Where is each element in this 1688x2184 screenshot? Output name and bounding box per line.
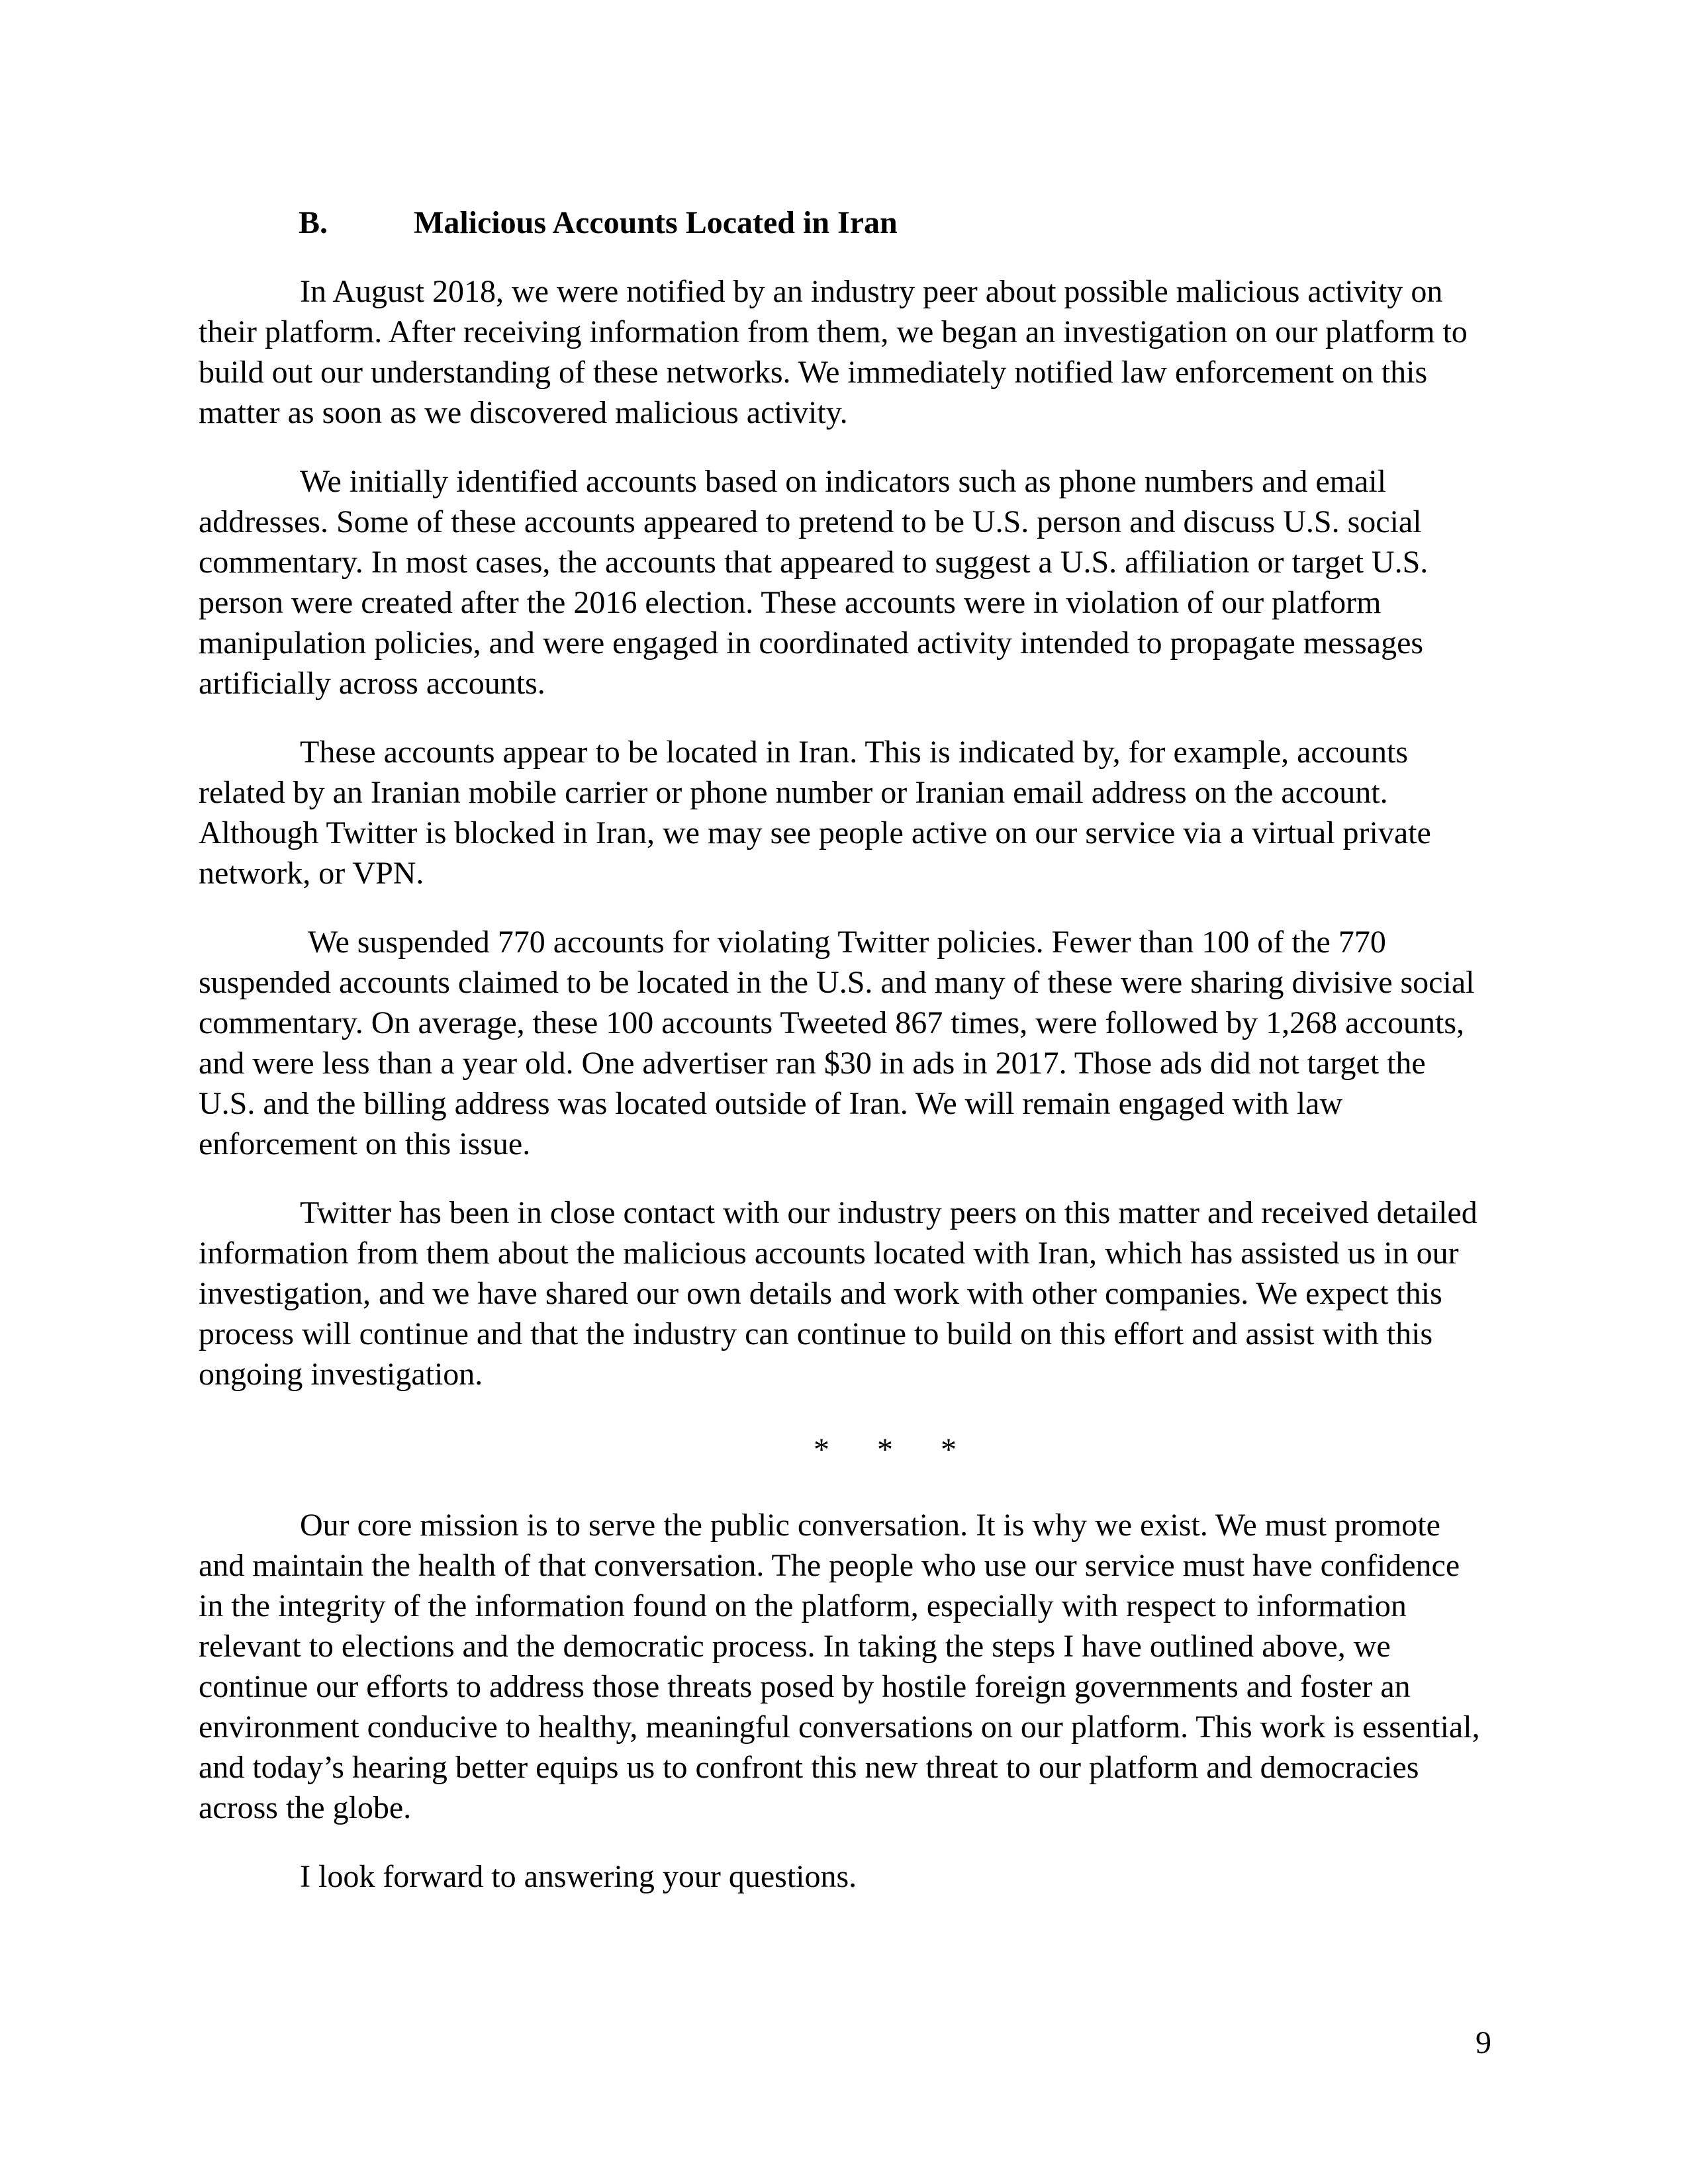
document-content xyxy=(199,203,1489,1897)
body-paragraph: I look forward to answering your questions. xyxy=(300,1859,857,1894)
section-heading xyxy=(199,203,1489,243)
asterisk-symbol: * xyxy=(877,1432,893,1467)
body-paragraph: In August 2018, we were notified by an industry peer about possible malicious activity on their platform. After receiving information from them, we began an investigation on our platform to build out our understanding of these networks. We immediately notified law enforcement on this matter as soon as we discovered malicious activity. xyxy=(199,274,1468,430)
body-paragraph: Twitter has been in close contact with our industry peers on this matter and received detailed information from them about the malicious accounts located with Iran, which has assisted us in our investigation, and we have shared our own details and work with other companies. We expect this process will continue and that the industry can continue to build on this effort and assist with this ongoing investigation. xyxy=(199,1195,1477,1392)
section-break-separator xyxy=(240,1430,1530,1470)
asterisk-symbol: * xyxy=(814,1432,829,1467)
section-heading-label: B. xyxy=(299,205,328,240)
section-heading-title: Malicious Accounts Located in Iran xyxy=(414,205,898,240)
body-paragraph: We suspended 770 accounts for violating Twitter policies. Fewer than 100 of the 770 suspended accounts claimed to be located in the U.S. and many of these were sharing divisive social commentary. On average, these 100 accounts Tweeted 867 times, were followed by 1,268 accounts, and were less than a year old. One advertiser ran $30 in ads in 2017. Those ads did not target the U.S. and the billing address was located outside of Iran. We will remain engaged with law enforcement on this issue. xyxy=(199,925,1475,1161)
body-paragraph: These accounts appear to be located in Iran. This is indicated by, for example, accounts related by an Iranian mobile carrier or phone number or Iranian email address on the account. Although Twitter is blocked in Iran, we may see people active on our service via a virtual private network, or VPN. xyxy=(199,735,1431,891)
asterisk-symbol: * xyxy=(941,1432,957,1467)
body-paragraph: We initially identified accounts based on indicators such as phone numbers and email addresses. Some of these accounts appeared to pretend to be U.S. person and discuss U.S. social commentary. In most cases, the accounts that appeared to suggest a U.S. affiliation or target U.S. person were created after the 2016 election. These accounts were in violation of our platform manipulation policies, and were engaged in coordinated activity intended to propagate messages artificially across accounts. xyxy=(199,464,1429,701)
body-paragraph: Our core mission is to serve the public conversation. It is why we exist. We must promote and maintain the health of that conversation. The people who use our service must have confidence in the integrity of the information found on the platform, especially with respect to information relevant to elections and the democratic process. In taking the steps I have outlined above, we continue our efforts to address those threats posed by hostile foreign governments and foster an environment conducive to healthy, meaningful conversations on our platform. This work is essential, and today’s hearing better equips us to confront this new threat to our platform and democracies across the globe. xyxy=(199,1508,1480,1825)
page-number: 9 xyxy=(1476,2025,1491,2060)
